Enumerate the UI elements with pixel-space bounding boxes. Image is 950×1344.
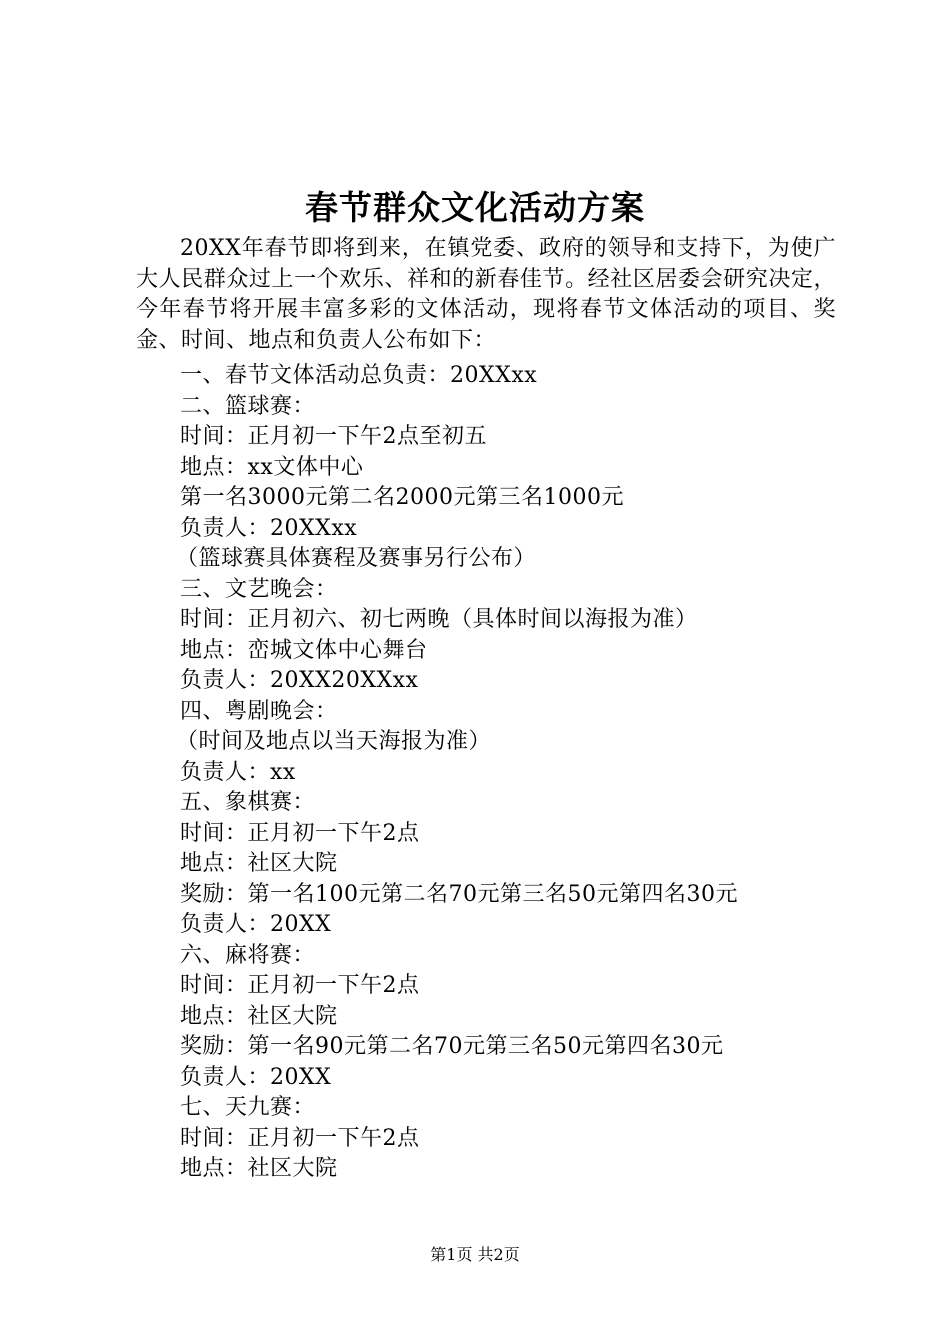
list-line: 地点：社区大院 <box>180 851 338 876</box>
intro-paragraph: 20XX年春节即将到来，在镇党委、政府的领导和支持下，为使广大人民群众过上一个欢乐、祥和的新春佳节。经社区居委会研究决定，今年春节将开展丰富多彩的文体活动，现将春节文体活动的项目、奖金、时间、地点和负责人公布如下： <box>136 236 836 353</box>
list-line: （篮球赛具体赛程及赛事另行公布） <box>176 546 537 571</box>
list-line: 负责人：20XXxx <box>180 515 358 541</box>
list-line: 时间：正月初一下午2点至初五 <box>180 424 487 449</box>
list-line: 二、篮球赛： <box>180 393 316 419</box>
list-line: 时间：正月初一下午2点 <box>180 973 420 998</box>
document-title: 春节群众文化活动方案 <box>305 188 645 227</box>
list-line: 奖励：第一名90元第二名70元第三名50元第四名30元 <box>180 1034 724 1059</box>
list-line: 负责人：20XX <box>180 912 332 937</box>
list-line: 七、天九赛： <box>180 1095 316 1120</box>
list-line: 时间：正月初一下午2点 <box>180 1125 420 1151</box>
list-line: 时间：正月初一下午2点 <box>180 820 420 846</box>
list-line: 地点：社区大院 <box>180 1003 338 1029</box>
list-line: 负责人：xx <box>180 759 296 785</box>
list-line: （时间及地点以当天海报为准） <box>176 729 492 754</box>
list-line: 时间：正月初六、初七两晚（具体时间以海报为准） <box>180 607 698 632</box>
list-line: 六、麻将赛： <box>180 942 316 968</box>
list-line: 地点：社区大院 <box>180 1156 338 1181</box>
page-number-footer: 第1页 共2页 <box>430 1245 520 1264</box>
activity-list <box>176 361 840 1185</box>
list-line: 一、春节文体活动总负责：20XXxx <box>180 363 538 388</box>
list-line: 地点：xx文体中心 <box>180 454 364 480</box>
list-line: 四、粤剧晚会： <box>180 698 338 724</box>
list-line: 负责人：20XX20XXxx <box>180 668 419 693</box>
list-line: 第一名3000元第二名2000元第三名1000元 <box>180 485 624 510</box>
list-line: 五、象棋赛： <box>180 790 316 815</box>
list-line: 奖励：第一名100元第二名70元第三名50元第四名30元 <box>180 881 738 907</box>
list-line: 三、文艺晚会： <box>180 576 338 602</box>
list-line: 地点：峦城文体中心舞台 <box>180 637 428 663</box>
list-line: 负责人：20XX <box>180 1064 332 1090</box>
